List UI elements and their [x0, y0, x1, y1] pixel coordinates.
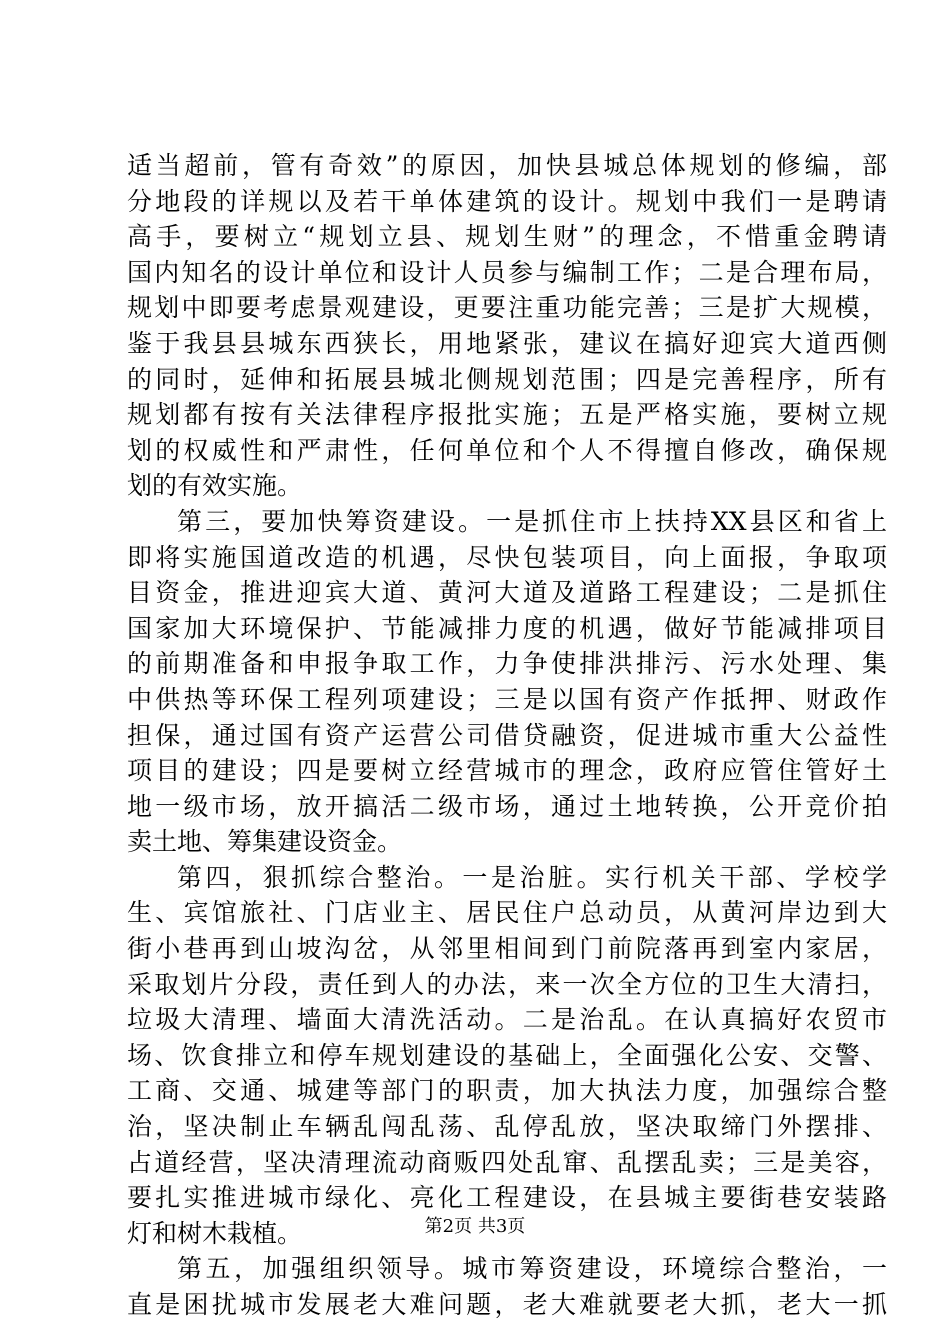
text-line: 适当超前，管有奇效”的原因，加快县城总体规划的修编，部 — [127, 151, 887, 180]
text-line: 工商、交通、城建等部门的职责，加大执法力度，加强综合整 — [127, 1076, 887, 1106]
text-line: 垃圾大清理、墙面大清洗活动。二是治乱。在认真搞好农贸市 — [127, 1005, 887, 1035]
text-line: 的前期准备和申报争取工作，力争使排洪排污、污水处理、集 — [127, 649, 887, 679]
text-line: 直是困扰城市发展老大难问题，老大难就要老大抓，老大一抓 — [127, 1290, 887, 1319]
page-footer: 第2页 共3页 — [424, 1216, 526, 1237]
text-line: 担保，通过国有资产运营公司借贷融资，促进城市重大公益性 — [127, 720, 887, 750]
text-line: 国家加大环境保护、节能减排力度的机遇，做好节能减排项目 — [127, 613, 887, 643]
text-line: 国内知名的设计单位和设计人员参与编制工作；二是合理布局， — [127, 257, 887, 287]
text-line: 即将实施国道改造的机遇，尽快包装项目，向上面报，争取项 — [127, 542, 887, 572]
text-line: 的同时，延伸和拓展县城北侧规划范围；四是完善程序，所有 — [127, 364, 887, 394]
text-line: 场、饮食排立和停车规划建设的基础上，全面强化公安、交警、 — [127, 1040, 887, 1070]
text-line: 项目的建设；四是要树立经营城市的理念，政府应管住管好土 — [127, 756, 887, 786]
text-line: 采取划片分段，责任到人的办法，来一次全方位的卫生大清扫， — [127, 969, 887, 999]
text-line: 划的有效实施。 — [127, 471, 303, 501]
text-line: 高手，要树立“规划立县、规划生财”的理念，不惜重金聘请 — [127, 222, 887, 252]
text-line: 生、宾馆旅社、门店业主、居民住户总动员，从黄河岸边到大 — [127, 898, 887, 928]
text-line: 鉴于我县县城东西狭长，用地紧张，建议在搞好迎宾大道西侧 — [127, 328, 887, 358]
text-line: 分地段的详规以及若干单体建筑的设计。规划中我们一是聘请 — [127, 186, 887, 216]
text-line: 卖土地、筹集建设资金。 — [127, 827, 403, 857]
body-text — [127, 148, 887, 1323]
text-line: 规划中即要考虑景观建设，更要注重功能完善；三是扩大规模， — [127, 293, 887, 323]
text-line: 地一级市场，放开搞活二级市场，通过土地转换，公开竞价拍 — [127, 791, 887, 821]
text-line: 第四，狠抓综合整治。一是治脏。实行机关干部、学校学 — [177, 862, 887, 892]
text-line: 划的权威性和严肃性，任何单位和个人不得擅自修改，确保规 — [127, 435, 887, 465]
text-line: 街小巷再到山坡沟岔，从邻里相间到门前院落再到室内家居， — [127, 934, 887, 964]
text-line: 治，坚决制止车辆乱闯乱荡、乱停乱放，坚决取缔门外摆排、 — [127, 1112, 887, 1142]
text-line: 第三，要加快筹资建设。一是抓住市上扶持XX县区和省上 — [177, 506, 887, 536]
text-line: 中供热等环保工程列项建设；三是以国有资产作抵押、财政作 — [127, 684, 887, 714]
text-line: 规划都有按有关法律程序报批实施；五是严格实施，要树立规 — [127, 400, 887, 430]
text-line: 目资金，推进迎宾大道、黄河大道及道路工程建设；二是抓住 — [127, 578, 887, 608]
text-line: 占道经营，坚决清理流动商贩四处乱窜、乱摆乱卖；三是美容， — [127, 1147, 887, 1177]
text-line: 第五，加强组织领导。城市筹资建设，环境综合整治，一 — [177, 1254, 887, 1284]
text-line: 灯和树木栽植。 — [127, 1218, 303, 1248]
text-line: 要扎实推进城市绿化、亮化工程建设，在县城主要街巷安装路 — [127, 1183, 887, 1213]
